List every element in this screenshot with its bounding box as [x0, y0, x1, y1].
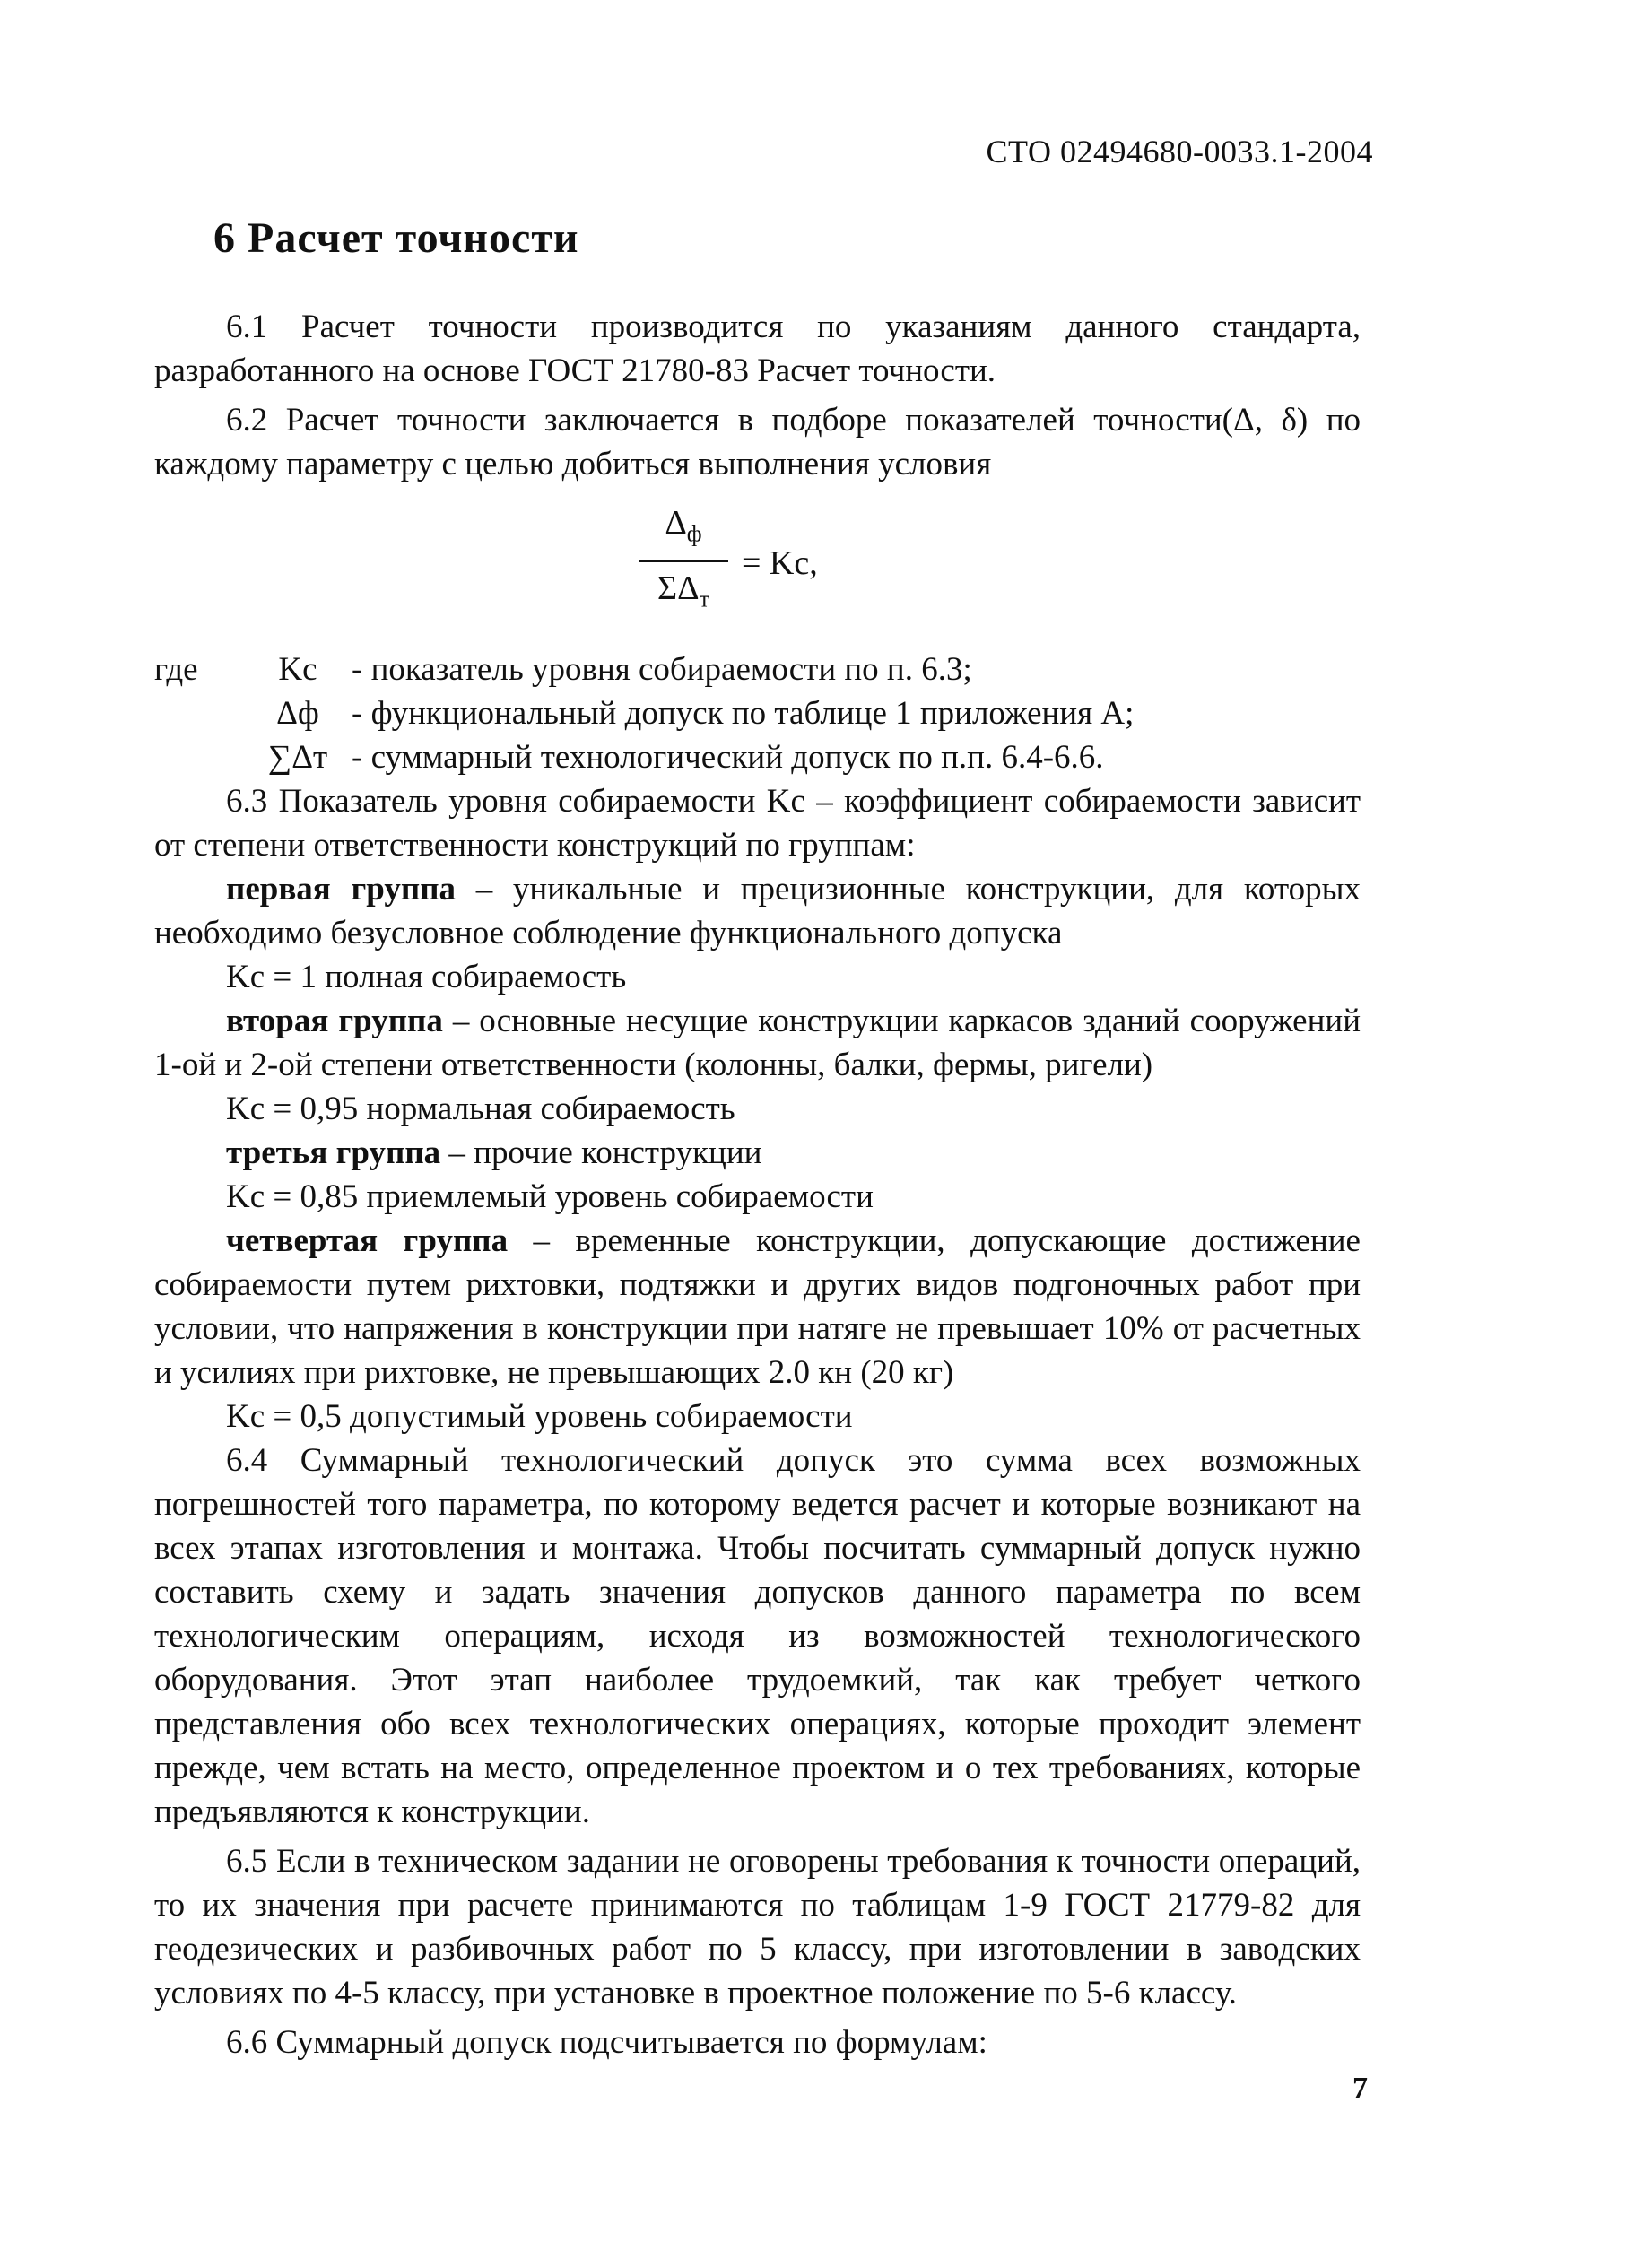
formula-numerator: $\Delta_ф$	[665, 504, 702, 547]
body-text	[154, 305, 1361, 2064]
definition-symbol: Kс	[278, 651, 317, 688]
group-4-description: четвертая группа – временные конструкции, допускающие достижение собираемости путем рихтовки, подтяжки и других видов подгоночных работ при условии, что напряжения в конструкции при натяге не превышает 10% от расчетных и усилиях при рихтовке, не превышающих 2.0 кн (20 кг)	[154, 1222, 1361, 1391]
definition-text: - суммарный технологический допуск по п.п. 6.4-6.6.	[352, 739, 1104, 776]
definition-symbol: Δф	[276, 695, 319, 732]
symbol-definitions	[154, 647, 1361, 779]
definition-text: - функциональный допуск по таблице 1 приложения А;	[352, 695, 1135, 732]
group-1-coefficient: Kс = 1 полная собираемость	[226, 959, 627, 995]
paragraph-6-6: 6.6 Суммарный допуск подсчитывается по формулам:	[226, 2024, 987, 2061]
definition-symbol: ∑Δт	[267, 739, 328, 776]
assembly-formula	[154, 495, 1361, 647]
group-3-description: третья группа – прочие конструкции	[226, 1134, 762, 1171]
paragraph-6-3: 6.3 Показатель уровня собираемости Kс – коэффициент собираемости зависит от степени ответственности конструкций по группам:	[154, 783, 1361, 864]
where-label: где	[154, 651, 198, 688]
group-2-label: вторая группа	[226, 1003, 443, 1039]
definition-row	[154, 735, 1361, 779]
paragraph-6-2: 6.2 Расчет точности заключается в подборе показателей точности(Δ, δ) по каждому параметру с целью добиться выполнения условия	[154, 402, 1361, 482]
formula-fraction	[639, 500, 728, 621]
paragraph-6-5: 6.5 Если в техническом задании не оговорены требования к точности операций, то их значения при расчете принимаются по таблицам 1-9 ГОСТ 21779-82 для геодезических и разбивочных работ по 5 классу, при изготовлении в заводских условиях по 4-5 классу, при установке в проектное положение по 5-6 классу.	[154, 1843, 1361, 2012]
definition-row	[154, 647, 1361, 691]
paragraph-6-4: 6.4 Суммарный технологический допуск это сумма всех возможных погрешностей того параметра, по которому ведется расчет и которые возникают на всех этапах изготовления и монтажа. Чтобы посчитать суммарный допуск нужно составить схему и задать значения допусков данного параметра по всем технологическим операциям, исходя из возможностей технологического оборудования. Этот этап наиболее трудоемкий, так как требует четкого представления обо всех технологических операциях, которые проходит элемент прежде, чем встать на место, определенное проектом и о тех требованиях, которые предъявляются к конструкции.	[154, 1442, 1361, 1830]
document-code: СТО 02494680-0033.1-2004	[986, 134, 1373, 169]
fraction-bar	[639, 560, 728, 562]
formula-rhs: = Kс,	[742, 544, 818, 582]
page-number: 7	[1352, 2072, 1368, 2105]
group-2-description: вторая группа – основные несущие конструкции каркасов зданий сооружений 1-ой и 2-ой степени ответственности (колонны, балки, фермы, ригели)	[154, 1003, 1361, 1083]
definition-row	[154, 691, 1361, 735]
section-title: 6 Расчет точности	[213, 214, 579, 262]
paragraph-6-1: 6.1 Расчет точности производится по указаниям данного стандарта, разработанного на основе ГОСТ 21780-83 Расчет точности.	[154, 308, 1361, 389]
group-3-coefficient: Kс = 0,85 приемлемый уровень собираемости	[226, 1178, 874, 1215]
group-3-label: третья группа	[226, 1134, 441, 1171]
group-2-coefficient: Kс = 0,95 нормальная собираемость	[226, 1091, 735, 1127]
group-1-label: первая группа	[226, 871, 457, 908]
formula-denominator: $\Sigma\Delta_т$	[657, 569, 709, 613]
group-4-label: четвертая группа	[226, 1222, 509, 1259]
group-4-coefficient: Kс = 0,5 допустимый уровень собираемости	[226, 1398, 853, 1435]
definition-text: - показатель уровня собираемости по п. 6.3;	[352, 651, 972, 688]
group-1-description: первая группа – уникальные и прецизионные конструкции, для которых необходимо безусловное соблюдение функционального допуска	[154, 871, 1361, 952]
